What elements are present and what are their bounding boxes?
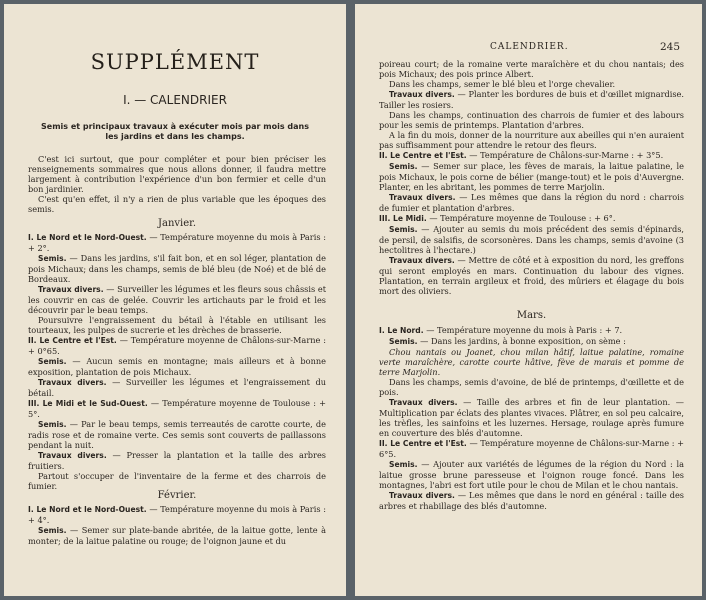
paragraph <box>379 397 684 438</box>
section-heading: I. — CALENDRIER <box>123 93 227 107</box>
paragraph <box>28 232 326 253</box>
label: Travaux divers. <box>389 256 455 265</box>
paragraph <box>379 255 684 296</box>
label: Travaux divers. <box>38 285 104 294</box>
running-header-title: CALENDRIER. <box>490 42 569 52</box>
paragraph-text: — Taille des arbres et fin de leur plantation. — Multiplication par éclats des plantes vivaces. Plâtrer, en sol peu calcaire, les trèfles, les sainfoins et les luzernes. Hersage, roulage après fumure en couverture des blés d'automne. <box>379 397 684 438</box>
right-page <box>355 4 702 596</box>
label: Semis. <box>38 357 67 366</box>
page-title: SUPPLÉMENT <box>90 50 260 74</box>
region-label: II. Le Centre et l'Est. <box>28 336 117 345</box>
label: Travaux divers. <box>389 398 458 407</box>
paragraph <box>28 525 326 546</box>
paragraph: Partout s'occuper de l'inventaire de la ferme et des charrois de fumier. <box>28 471 326 491</box>
label: Semis. <box>38 420 67 429</box>
intro-paragraph: C'est qu'en effet, il n'y a rien de plus variable que les époques des semis. <box>28 194 326 214</box>
paragraph-text: — Semer sur plate-bande abritée, de la laitue gotte, lente à monter; de la laitue palatine ou rouge; de l'oignon jaune et du <box>28 525 326 546</box>
label: Travaux divers. <box>38 451 107 460</box>
label: Semis. <box>38 526 67 535</box>
left-page <box>4 4 346 596</box>
paragraph-text: — Dans les jardins, s'il fait bon, et en sol léger, plantation de pois Michaux; dans les champs, semis de blé bleu (de Noé) et de blé de Bordeaux. <box>28 253 326 284</box>
region-label: II. Le Centre et l'Est. <box>379 439 467 448</box>
paragraph <box>28 356 326 377</box>
paragraph-text: — Ajouter au semis du mois précédent des semis d'épinards, de persil, de salsifis, de scorsonères. Dans les champs, semis d'avoine (3 hectolitres à l'hectare.) <box>379 224 684 255</box>
paragraph-text: — Température moyenne de Châlons-sur-Marne : + 6°5. <box>379 438 684 459</box>
month-heading-mars: Mars. <box>516 310 547 321</box>
page-number: 245 <box>659 41 680 53</box>
paragraph <box>28 284 326 315</box>
paragraph-text: — Température moyenne du mois à Paris : + 2°. <box>28 232 326 253</box>
paragraph <box>28 504 326 525</box>
paragraph: Dans les champs, semis d'avoine, de blé de printemps, d'œillette et de pois. <box>379 377 684 397</box>
label: Travaux divers. <box>389 491 455 500</box>
paragraph <box>379 150 684 161</box>
label: Semis. <box>38 254 67 263</box>
fevrier-block <box>28 490 326 546</box>
paragraph-text: — Presser la plantation et la taille des arbres fruitiers. <box>28 450 326 471</box>
region-label: III. Le Midi. <box>379 214 427 223</box>
paragraph: A la fin du mois, donner de la nourriture aux abeilles qui n'en auraient pas suffisamment pour attendre le retour des fleurs. <box>379 130 684 150</box>
paragraph <box>28 335 326 356</box>
label: Semis. <box>389 337 418 346</box>
paragraph: Dans les champs, continuation des charrois de fumier et des labours pour les semis de printemps. Plantation d'arbres. <box>379 110 684 130</box>
paragraph-text: — Mettre de côté et à exposition du nord, les greffons qui seront employés en mars. Continuation du labour des vignes. Plantation, en terrain argileux et froid, des mûriers et élagage du bois mort des oliviers. <box>379 255 684 296</box>
paragraph <box>379 336 684 347</box>
janvier-block <box>28 218 326 491</box>
section-subtitle: Semis et principaux travaux à exécuter mois par mois dans les jardins et dans les champs. <box>41 122 309 141</box>
paragraph <box>379 459 684 490</box>
region-label: II. Le Centre et l'Est. <box>379 151 467 160</box>
paragraph-text: — Température moyenne de Toulouse : + 5°. <box>28 398 327 419</box>
label: Semis. <box>389 460 418 469</box>
paragraph <box>379 213 684 224</box>
region-label: I. Le Nord et le Nord-Ouest. <box>28 505 147 514</box>
paragraph-text: — Température de Châlons-sur-Marne : + 3°5. <box>466 150 664 160</box>
paragraph-text: — Aucun semis en montagne; mais ailleurs et à bonne exposition, plantation de pois Michaux. <box>28 356 326 377</box>
label: Semis. <box>389 225 418 234</box>
paragraph <box>28 253 326 284</box>
paragraph: Poursuivre l'engraissement du bétail à l'étable en utilisant les tourteaux, les pulpes de sucrerie et les drèches de brasserie. <box>28 315 326 335</box>
paragraph-text: — Semer sur place, les fèves de marais, la laitue palatine, le pois Michaux, le pois corne de bélier (mange-tout) et le pois d'Auvergne. Planter, en les abritant, les pommes de terre Marjolin. <box>379 161 684 192</box>
label: Travaux divers. <box>389 90 455 99</box>
region-label: III. Le Midi et le Sud-Ouest. <box>28 399 148 408</box>
paragraph-text: — Surveiller les légumes et les fleurs sous châssis et les couvrir en cas de gelée. Couvrir les artichauts par le froid et les découvrir par le beau temps. <box>28 284 326 315</box>
region-label: I. Le Nord et le Nord-Ouest. <box>28 233 147 242</box>
label: Semis. <box>389 162 418 171</box>
label: Travaux divers. <box>389 193 456 202</box>
paragraph-text: — Température moyenne du mois à Paris : + 4°. <box>28 504 326 525</box>
month-heading-janvier: Janvier. <box>157 218 197 229</box>
paragraph <box>379 438 684 459</box>
paragraph: Chou nantais ou Joanet, chou milan hâtif, laitue palatine, romaine verte maraîchère, carotte courte hâtive, fève de marais et pomme de terre Marjolin. <box>379 347 684 377</box>
region-label: I. Le Nord. <box>379 326 424 335</box>
intro-block <box>28 154 326 214</box>
paragraph <box>379 161 684 192</box>
paragraph-text: — Les mêmes que dans le nord en général : taille des arbres et rhabillage des blés d'automne. <box>379 490 684 511</box>
paragraph-text: — Surveiller les légumes et l'engraissement du bétail. <box>28 377 326 398</box>
paragraph <box>28 450 326 471</box>
paragraph-text: — Température moyenne de Châlons-sur-Marne : + 0°65. <box>28 335 326 356</box>
paragraph-text: — Température moyenne de Toulouse : + 6°. <box>426 213 616 223</box>
paragraph <box>379 89 684 110</box>
paragraph <box>379 325 684 336</box>
paragraph <box>28 398 326 419</box>
paragraph-text: — Température moyenne du mois à Paris : + 7. <box>423 325 623 335</box>
paragraph <box>379 224 684 255</box>
paragraph-text: — Ajouter aux variétés de légumes de la région du Nord : la laitue grosse brune paresseuse et l'oignon rouge foncé. Dans les montagnes, l'abri est fort utile pour le chou de Milan et le chou nantais. <box>379 459 684 490</box>
paragraph-text: — Dans les jardins, à bonne exposition, on sème : <box>417 336 626 346</box>
paragraph <box>379 192 684 213</box>
intro-paragraph: C'est ici surtout, que pour compléter et pour bien préciser les renseignements sommaires que nous allons donner, il faudra mettre largement à contribution l'expérience d'un bon fermier et celle d'un bon jardinier. <box>28 154 326 194</box>
label: Travaux divers. <box>38 378 107 387</box>
paragraph-text: — Planter les bordures de buis et d'œillet mignardise. Tailler les rosiers. <box>379 89 684 110</box>
paragraph <box>28 377 326 398</box>
paragraph <box>379 490 684 511</box>
paragraph: poireau court; de la romaine verte maraîchère et du chou nantais; des pois Michaux; des pois prince Albert. <box>379 59 684 79</box>
paragraph-text: — Les mêmes que dans la région du nord : charrois de fumier et plantation d'arbres. <box>379 192 684 213</box>
right-text-block <box>379 59 684 511</box>
paragraph: Dans les champs, semer le blé bleu et l'orge chevalier. <box>389 79 616 89</box>
month-heading-fevrier: Février. <box>157 490 197 501</box>
paragraph <box>28 419 326 450</box>
paragraph-text: — Par le beau temps, semis terreautés de carotte courte, de radis rose et de romaine verte. Ces semis sont couverts de paillassons pendant la nuit. <box>28 419 326 450</box>
